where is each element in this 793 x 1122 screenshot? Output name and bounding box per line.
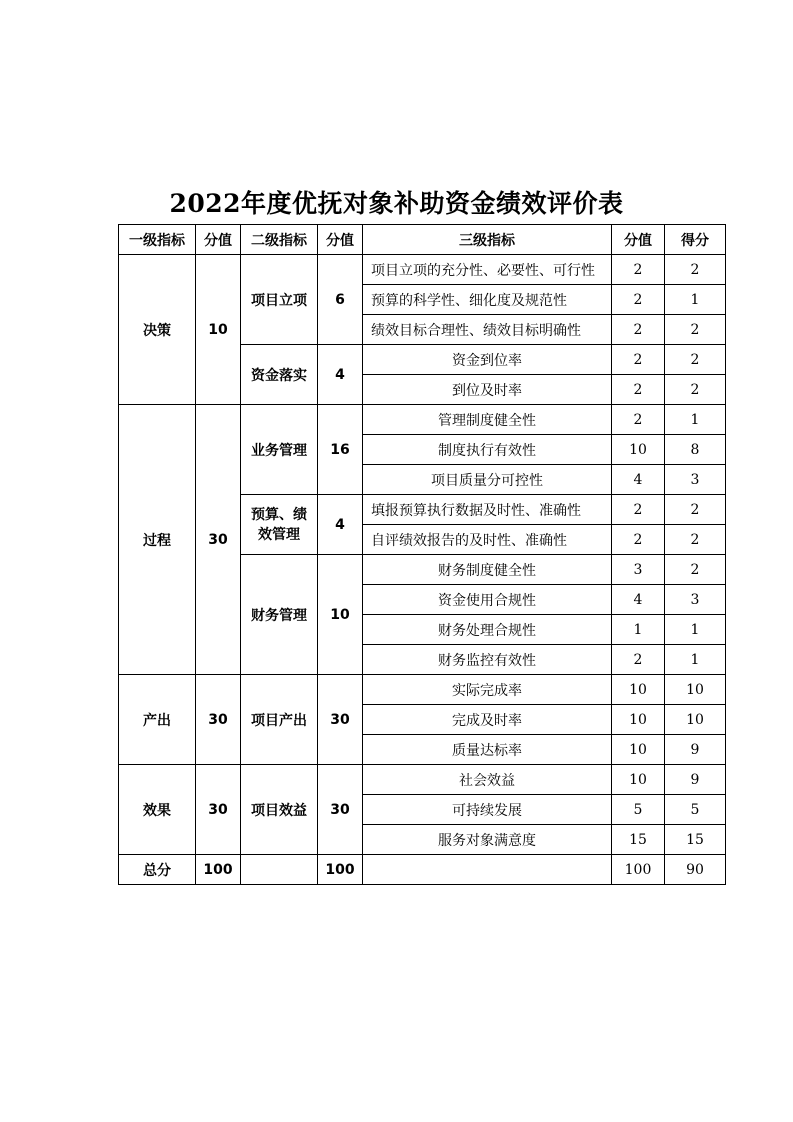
table-header-row [119, 225, 726, 255]
total-level2 [241, 855, 318, 885]
level3-name: 实际完成率 [363, 675, 612, 705]
level3-name: 资金到位率 [363, 345, 612, 375]
level3-name: 自评绩效报告的及时性、准确性 [363, 525, 612, 555]
level3-name: 管理制度健全性 [363, 405, 612, 435]
got-score: 2 [665, 315, 726, 345]
level3-score: 10 [612, 735, 665, 765]
level3-score: 2 [612, 255, 665, 285]
level3-score: 1 [612, 615, 665, 645]
level2-name: 项目产出 [241, 675, 318, 765]
level3-score: 2 [612, 405, 665, 435]
header-score1: 分值 [196, 225, 241, 255]
level3-name: 可持续发展 [363, 795, 612, 825]
level3-name: 财务处理合规性 [363, 615, 612, 645]
level3-score: 4 [612, 585, 665, 615]
level1-score: 10 [196, 255, 241, 405]
got-score: 1 [665, 405, 726, 435]
total-score1: 100 [196, 855, 241, 885]
total-row [119, 855, 726, 885]
level3-name: 填报预算执行数据及时性、准确性 [363, 495, 612, 525]
level3-name: 社会效益 [363, 765, 612, 795]
level1-score: 30 [196, 765, 241, 855]
got-score: 9 [665, 735, 726, 765]
level1-score: 30 [196, 405, 241, 675]
got-score: 1 [665, 645, 726, 675]
got-score: 2 [665, 375, 726, 405]
total-level3 [363, 855, 612, 885]
level3-name: 项目质量分可控性 [363, 465, 612, 495]
table-row [119, 765, 726, 795]
table-body [119, 255, 726, 855]
level3-name: 财务监控有效性 [363, 645, 612, 675]
level3-name: 预算的科学性、细化度及规范性 [363, 285, 612, 315]
level2-name: 业务管理 [241, 405, 318, 495]
table-row [119, 255, 726, 285]
level2-score: 6 [318, 255, 363, 345]
level2-score: 4 [318, 345, 363, 405]
level3-score: 10 [612, 435, 665, 465]
header-score2: 分值 [318, 225, 363, 255]
evaluation-table [118, 224, 726, 885]
total-got: 90 [665, 855, 726, 885]
header-got: 得分 [665, 225, 726, 255]
level3-name: 财务制度健全性 [363, 555, 612, 585]
table-row [119, 675, 726, 705]
level3-name: 项目立项的充分性、必要性、可行性 [363, 255, 612, 285]
got-score: 5 [665, 795, 726, 825]
level2-name: 财务管理 [241, 555, 318, 675]
level3-score: 2 [612, 495, 665, 525]
got-score: 2 [665, 255, 726, 285]
level3-score: 3 [612, 555, 665, 585]
level2-score: 10 [318, 555, 363, 675]
got-score: 3 [665, 465, 726, 495]
page-title: 2022年度优抚对象补助资金绩效评价表 [169, 189, 624, 218]
level3-name: 完成及时率 [363, 705, 612, 735]
got-score: 9 [665, 765, 726, 795]
level3-score: 2 [612, 645, 665, 675]
level3-score: 2 [612, 345, 665, 375]
level3-name: 到位及时率 [363, 375, 612, 405]
level3-name: 服务对象满意度 [363, 825, 612, 855]
level2-name: 项目效益 [241, 765, 318, 855]
got-score: 10 [665, 675, 726, 705]
got-score: 10 [665, 705, 726, 735]
level3-name: 绩效目标合理性、绩效目标明确性 [363, 315, 612, 345]
level2-score: 4 [318, 495, 363, 555]
got-score: 2 [665, 555, 726, 585]
got-score: 15 [665, 825, 726, 855]
got-score: 1 [665, 615, 726, 645]
level3-score: 4 [612, 465, 665, 495]
got-score: 1 [665, 285, 726, 315]
level1-name: 效果 [119, 765, 196, 855]
got-score: 2 [665, 345, 726, 375]
level2-score: 30 [318, 675, 363, 765]
level1-score: 30 [196, 675, 241, 765]
header-score3: 分值 [612, 225, 665, 255]
level3-score: 2 [612, 375, 665, 405]
level3-score: 5 [612, 795, 665, 825]
got-score: 2 [665, 495, 726, 525]
header-level3: 三级指标 [363, 225, 612, 255]
header-level1: 一级指标 [119, 225, 196, 255]
level3-name: 资金使用合规性 [363, 585, 612, 615]
header-level2: 二级指标 [241, 225, 318, 255]
table-row [119, 405, 726, 435]
level2-name: 预算、绩效管理 [241, 495, 318, 555]
level3-score: 2 [612, 285, 665, 315]
level3-score: 2 [612, 315, 665, 345]
level3-score: 2 [612, 525, 665, 555]
level2-name: 项目立项 [241, 255, 318, 345]
level3-name: 制度执行有效性 [363, 435, 612, 465]
total-score3: 100 [612, 855, 665, 885]
total-label: 总分 [119, 855, 196, 885]
level3-score: 15 [612, 825, 665, 855]
level3-score: 10 [612, 765, 665, 795]
level1-name: 产出 [119, 675, 196, 765]
got-score: 8 [665, 435, 726, 465]
level2-score: 16 [318, 405, 363, 495]
level3-score: 10 [612, 705, 665, 735]
got-score: 3 [665, 585, 726, 615]
level2-score: 30 [318, 765, 363, 855]
level3-score: 10 [612, 675, 665, 705]
level1-name: 过程 [119, 405, 196, 675]
level1-name: 决策 [119, 255, 196, 405]
level2-name: 资金落实 [241, 345, 318, 405]
level3-name: 质量达标率 [363, 735, 612, 765]
got-score: 2 [665, 525, 726, 555]
total-score2: 100 [318, 855, 363, 885]
